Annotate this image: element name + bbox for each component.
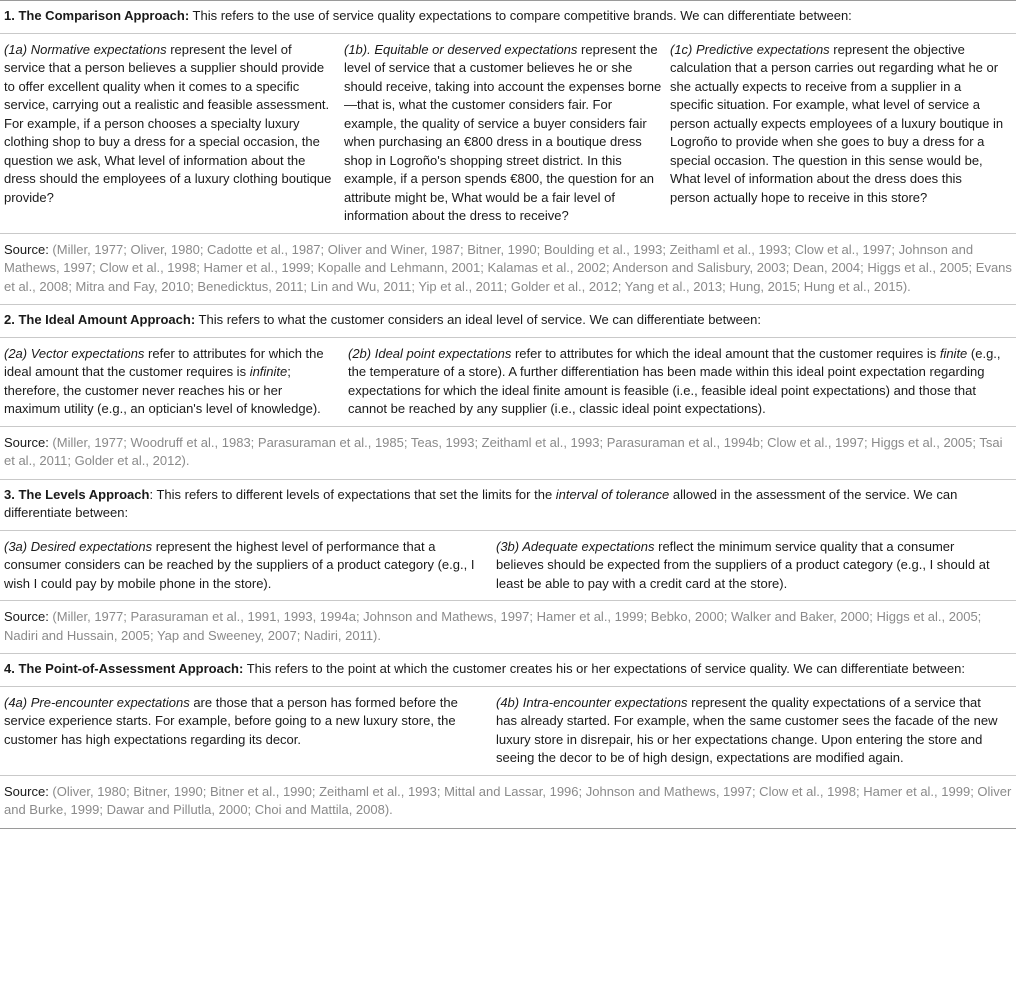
source-label-2: Source: bbox=[4, 434, 49, 450]
term-3a: (3a) Desired expectations bbox=[4, 538, 153, 554]
section-1-intro: This refers to the use of service quality expectations to compare competitive brands. We can differentiate between: bbox=[189, 8, 852, 23]
cell-1c bbox=[670, 41, 1012, 226]
source-refs-4: (Oliver, 1980; Bitner, 1990; Bitner et al., 1990; Zeithaml et al., 1993; Mittal and Lassar, 1996; Johnson and Mathews, 1997; Clow et al., 1998; Hamer et al., 1999; Oliver and Burke, 1999; Dawar and Pillutla, 2000; Choi and Mattila, 2008). bbox=[4, 783, 1012, 817]
section-1-header bbox=[0, 1, 1016, 34]
section-2-title: 2. The Ideal Amount Approach: bbox=[4, 312, 196, 327]
text-2a-part1: refer to attributes for which the ideal amount that the customer requires is bbox=[4, 345, 324, 379]
section-2-source bbox=[0, 427, 1016, 480]
cell-3a bbox=[4, 538, 496, 594]
emph-2b: finite bbox=[939, 345, 968, 361]
source-refs-2: (Miller, 1977; Woodruff et al., 1983; Parasuraman et al., 1985; Teas, 1993; Zeithaml et al., 1993; Parasuraman et al., 1994b; Clow et al., 1997; Higgs et al., 2005; Tsai et al., 2011; Golder et al., 2012). bbox=[4, 434, 1003, 468]
cell-2b bbox=[348, 345, 1012, 419]
term-2b: (2b) Ideal point expectations bbox=[348, 345, 512, 361]
section-3-header bbox=[0, 480, 1016, 531]
cell-1b bbox=[344, 41, 670, 226]
source-label-1: Source: bbox=[4, 241, 49, 257]
section-2-columns bbox=[0, 338, 1016, 427]
cell-4a bbox=[4, 694, 496, 768]
text-3b: reflect the minimum service quality that a consumer believes should be expected from the suppliers of a product category (e.g., I should at least be able to pay with a credit card at the store). bbox=[496, 538, 990, 591]
emph-2a: infinite bbox=[249, 364, 288, 379]
text-1b: represent the level of service that a customer believes he or she should receive, taking into account the expenses borne—that is, what the customer considers fair. For example, the quality of service a buyer considers fair when purchasing an €800 dress in a boutique dress shop in Logroño's shopping street district. In this example, if a person spends €800, the question for an attribute might be, What would be a fair level of information about the dress to receive? bbox=[344, 41, 662, 223]
term-2a: (2a) Vector expectations bbox=[4, 345, 145, 361]
section-1-title: 1. The Comparison Approach: bbox=[4, 8, 190, 23]
term-1a: (1a) Normative expectations bbox=[4, 41, 167, 57]
section-3-source bbox=[0, 601, 1016, 654]
source-refs-3: (Miller, 1977; Parasuraman et al., 1991, 1993, 1994a; Johnson and Mathews, 1997; Hamer et al., 1999; Bebko, 2000; Walker and Baker, 2000; Higgs et al., 2005; Nadiri and Hussain, 2005; Yap and Sweeney, 2007; Nadiri, 2011). bbox=[4, 609, 982, 643]
text-3a: represent the highest level of performance that a consumer considers can be reached by the suppliers of a product category (e.g., I wish I could pay by mobile phone in the store). bbox=[4, 538, 475, 591]
section-3-columns bbox=[0, 531, 1016, 602]
section-1-columns bbox=[0, 34, 1016, 234]
term-1c: (1c) Predictive expectations bbox=[670, 41, 830, 57]
section-3-intro-part1: : This refers to different levels of expectations that set the limits for the bbox=[149, 486, 556, 502]
section-4-columns bbox=[0, 687, 1016, 776]
source-label-3: Source: bbox=[4, 609, 49, 624]
section-1-source bbox=[0, 234, 1016, 306]
text-1c: represent the objective calculation that a person carries out regarding what he or she actually expects to receive from a supplier in a specific situation. For example, what level of service a person actually expects employees of a luxury boutique in Logroño to provide when she goes to buy a dress for a special occasion. The question in this sense would be, What level of information about the dress does this person actually hope to receive in this store? bbox=[670, 41, 1004, 205]
text-2a-part2: ; therefore, the customer never reaches his or her maximum utility (e.g., an optician's level of knowledge). bbox=[4, 364, 321, 416]
section-4-header bbox=[0, 654, 1016, 687]
cell-3b bbox=[496, 538, 1012, 594]
text-2b-part1: refer to attributes for which the ideal amount that the customer requires is bbox=[511, 345, 940, 361]
section-4-title: 4. The Point-of-Assessment Approach: bbox=[4, 661, 244, 676]
text-4b: represent the quality expectations of a service that has already started. For example, when the same customer sees the facade of the new luxury store in disrepair, his or her expectations change. Upon entering the store and seeing the decor to be of high design, expectations are modified again. bbox=[496, 694, 998, 765]
section-2-header bbox=[0, 305, 1016, 338]
text-4a: are those that a person has formed before the service experience starts. For example, before going to a new luxury store, the customer has high expectations regarding its decor. bbox=[4, 694, 458, 747]
section-4-intro: This refers to the point at which the customer creates his or her expectations of service quality. We can differentiate between: bbox=[243, 661, 965, 676]
section-4-source bbox=[0, 776, 1016, 829]
text-2b-part2: (e.g., the temperature of a store). A further differentiation has been made within this ideal point expectation regarding expectations for which the ideal finite amount is feasible (i.e., feasible ideal point expectations) and those that cannot be reached by any supplier (i.e., classic ideal point expectations). bbox=[348, 345, 1001, 416]
term-3b: (3b) Adequate expectations bbox=[496, 538, 655, 554]
source-label-4: Source: bbox=[4, 783, 49, 799]
source-refs-1: (Miller, 1977; Oliver, 1980; Cadotte et al., 1987; Oliver and Winer, 1987; Bitner, 1990; Boulding et al., 1993; Zeithaml et al., 1993; Clow et al., 1997; Johnson and Mathews, 1997; Clow et al., 1998; Hamer et al., 1999; Kopalle and Lehmann, 2001; Kalamas et al., 2002; Anderson and Salisbury, 2003; Dean, 2004; Higgs et al., 2005; Evans et al., 2008; Mitra and Fay, 2010; Benedicktus, 2011; Lin and Wu, 2011; Yip et al., 2011; Golder et al., 2012; Yang et al., 2013; Hung, 2015; Hung et al., 2015). bbox=[4, 241, 1012, 294]
term-4b: (4b) Intra-encounter expectations bbox=[496, 694, 688, 710]
section-2-intro: This refers to what the customer considers an ideal level of service. We can differentiate between: bbox=[195, 312, 761, 327]
section-3-intro-emph: interval of tolerance bbox=[555, 486, 670, 502]
term-1b: (1b). Equitable or deserved expectations bbox=[344, 41, 578, 57]
cell-1a bbox=[4, 41, 344, 226]
term-4a: (4a) Pre-encounter expectations bbox=[4, 694, 190, 710]
section-3-intro-part2: allowed in the assessment of the service. We can differentiate between: bbox=[4, 486, 958, 520]
cell-4b bbox=[496, 694, 1012, 768]
section-3-title: 3. The Levels Approach bbox=[4, 486, 150, 502]
text-1a: represent the level of service that a person believes a supplier should provide to offer excellent quality when it comes to a specific service, carrying out a realistic and feasible assessment. For example, if a person chooses a specialty luxury clothing shop to buy a dress for a special occasion, the question we ask, What level of information about the dress should the employees of a luxury clothing boutique provide? bbox=[4, 41, 332, 205]
cell-2a bbox=[4, 345, 348, 419]
